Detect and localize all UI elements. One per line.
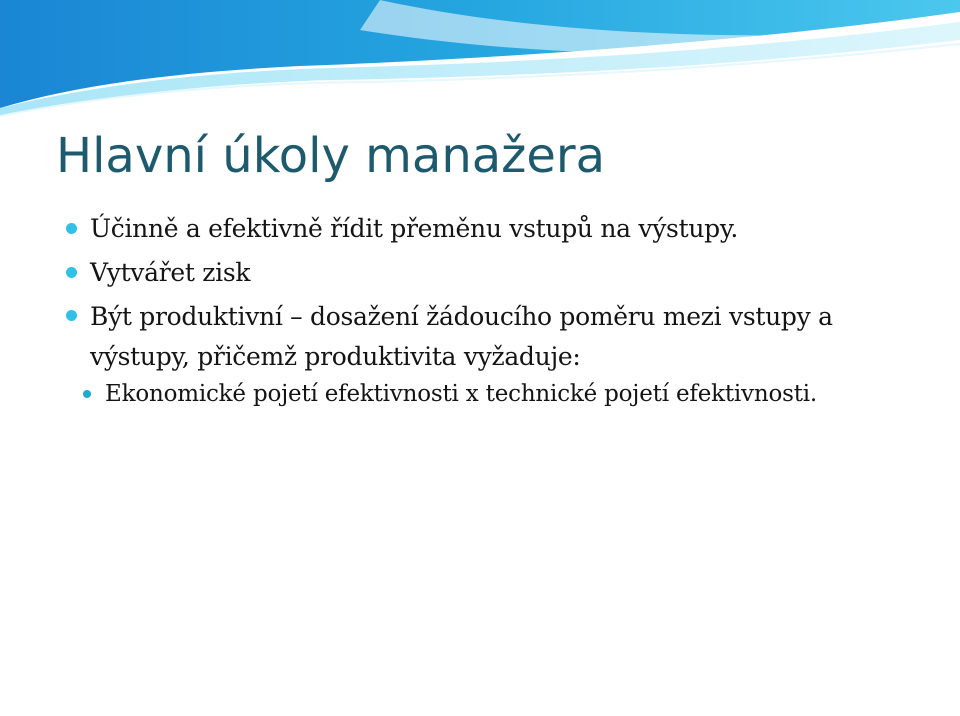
sub-bullet-text: Ekonomické pojetí efektivnosti x technické pojetí efektivnosti.	[105, 381, 818, 407]
slide-title: Hlavní úkoly manažera	[56, 128, 606, 184]
header-wave-decoration	[0, 0, 960, 120]
bullet-list	[66, 207, 926, 413]
bullet-dot-icon	[66, 223, 77, 234]
bullet-dot-icon	[66, 267, 77, 278]
sub-bullet-dot-icon	[83, 390, 91, 398]
bullet-item	[66, 207, 926, 251]
bullet-item	[66, 251, 926, 295]
bullet-dot-icon	[66, 310, 77, 321]
bullet-text: Vytvářet zisk	[90, 258, 251, 287]
bullet-text: Účinně a efektivně řídit přeměnu vstupů na výstupy.	[90, 214, 738, 243]
bullet-item	[66, 295, 926, 377]
sub-bullet-item	[82, 375, 926, 413]
bullet-text: Být produktivní – dosažení žádoucího poměru mezi vstupy a výstupy, přičemž produktivita vyžaduje:	[90, 302, 833, 371]
